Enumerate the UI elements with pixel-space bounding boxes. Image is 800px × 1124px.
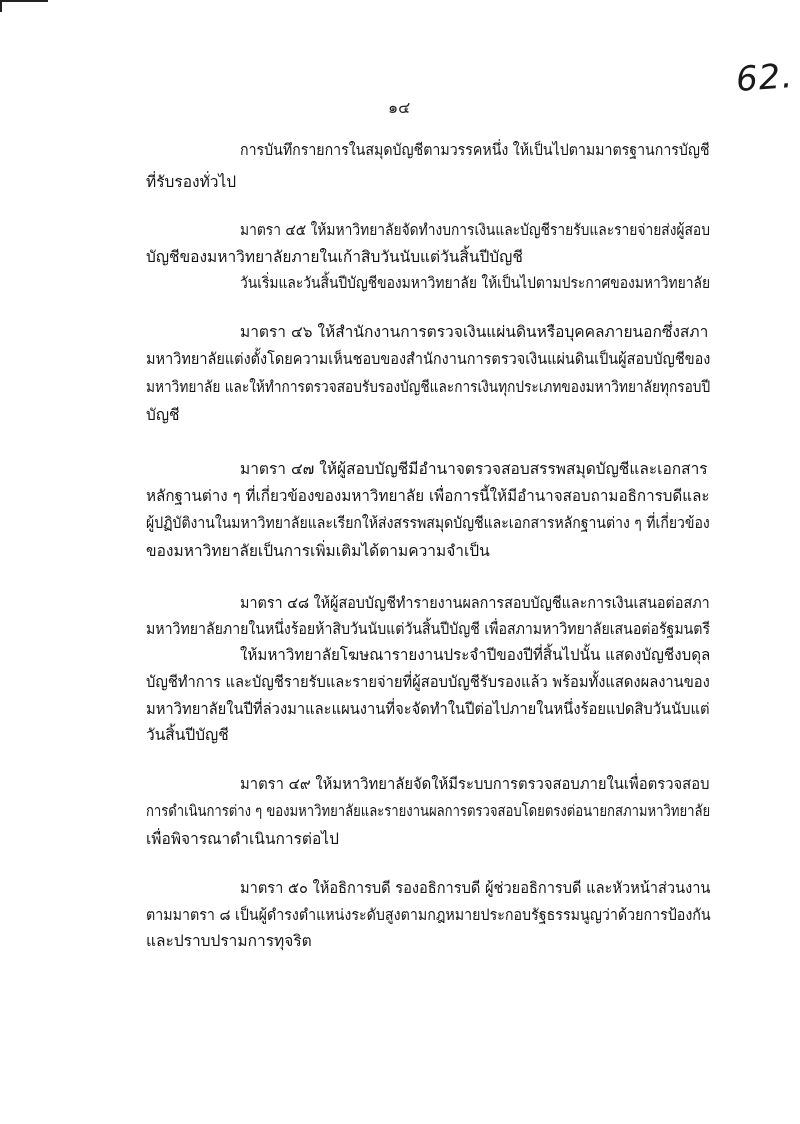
text-line: ที่รับรองทั่วไป [146,173,237,191]
text-line: เพื่อพิจารณาดำเนินการต่อไป [146,830,339,848]
text-line: ให้มหาวิทยาลัยโฆษณารายงานประจำปีของปีที่สิ้นไปนั้น แสดงบัญชีงบดุล [240,646,711,664]
section-50-line: มาตรา ๕๐ ให้อธิการบดี รองอธิการบดี ผู้ช่วยอธิการบดี และหัวหน้าส่วนงาน [240,879,711,897]
text-line: ของมหาวิทยาลัยเป็นการเพิ่มเติมได้ตามความจำเป็น [146,542,490,560]
text-line: ผู้ปฏิบัติงานในมหาวิทยาลัยและเรียกให้ส่งสรรพสมุดบัญชีและเอกสารหลักฐานต่าง ๆ ที่เกี่ยวข้อง [146,514,710,532]
scan-corner-mark [0,0,48,12]
section-48-line: มาตรา ๔๘ ให้ผู้สอบบัญชีทำรายงานผลการสอบบัญชีและการเงินเสนอต่อสภา [240,594,710,612]
text-line: บัญชีของมหาวิทยาลัยภายในเก้าสิบวันนับแต่วันสิ้นปีบัญชี [146,248,523,266]
section-49-line: มาตรา ๔๙ ให้มหาวิทยาลัยจัดให้มีระบบการตรวจสอบภายในเพื่อตรวจสอบ [240,775,710,793]
text-line: มหาวิทยาลัยในปีที่ล่วงมาและแผนงานที่จะจัดทำในปีต่อไปภายในหนึ่งร้อยแปดสิบวันนับแต่ [146,700,710,718]
text-line: วันเริ่มและวันสิ้นปีบัญชีของมหาวิทยาลัย ให้เป็นไปตามประกาศของมหาวิทยาลัย [240,274,711,292]
text-line: บัญชีทำการ และบัญชีรายรับและรายจ่ายที่ผู้สอบบัญชีรับรองแล้ว พร้อมทั้งแสดงผลงานของ [146,673,710,691]
section-45-line: มาตรา ๔๕ ให้มหาวิทยาลัยจัดทำงบการเงินและบัญชีรายรับและรายจ่ายส่งผู้สอบ [240,221,710,239]
page-number: ๑๔ [388,98,411,117]
section-47-line: มาตรา ๔๗ ให้ผู้สอบบัญชีมีอำนาจตรวจสอบสรรพสมุดบัญชีและเอกสาร [240,460,708,478]
text-line: มหาวิทยาลัยแต่งตั้งโดยความเห็นชอบของสำนักงานการตรวจเงินแผ่นดินเป็นผู้สอบบัญชีของ [146,350,711,368]
text-line: มหาวิทยาลัยภายในหนึ่งร้อยห้าสิบวันนับแต่วันสิ้นปีบัญชี เพื่อสภามหาวิทยาลัยเสนอต่อรัฐมนตรี [146,620,711,638]
text-line: หลักฐานต่าง ๆ ที่เกี่ยวข้องของมหาวิทยาลัย เพื่อการนี้ให้มีอำนาจสอบถามอธิการบดีและ [146,487,710,505]
text-line: มหาวิทยาลัย และให้ทำการตรวจสอบรับรองบัญชีและการเงินทุกประเภทของมหาวิทยาลัยทุกรอบปี [146,378,711,396]
text-line: และปราบปรามการทุจริต [146,932,312,950]
text-line: ตามมาตรา ๘ เป็นผู้ดำรงตำแหน่งระดับสูงตามกฎหมายประกอบรัฐธรรมนูญว่าด้วยการป้องกัน [146,906,711,924]
text-line: การดำเนินการต่าง ๆ ของมหาวิทยาลัยและรายงานผลการตรวจสอบโดยตรงต่อนายกสภามหาวิทยาลัย [146,802,711,820]
handwritten-page-number: 62. [734,56,795,100]
text-line: การบันทึกรายการในสมุดบัญชีตามวรรคหนึ่ง ให้เป็นไปตามมาตรฐานการบัญชี [240,141,710,159]
text-line: บัญชี [146,406,180,424]
section-46-line: มาตรา ๔๖ ให้สำนักงานการตรวจเงินแผ่นดินหรือบุคคลภายนอกซึ่งสภา [240,323,709,341]
text-line: วันสิ้นปีบัญชี [146,726,229,744]
